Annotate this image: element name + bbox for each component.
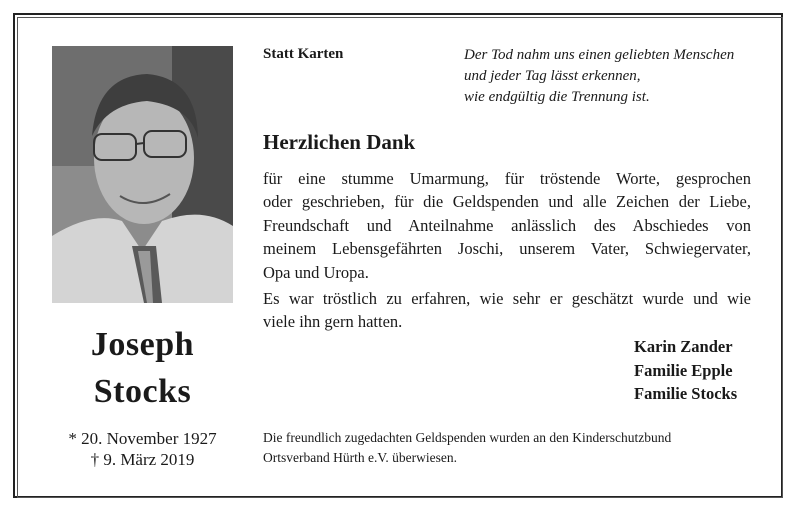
birth-date: * 20. November 1927 (68, 429, 217, 448)
note-line: Die freundlich zugedachten Geldspenden wurden an den Kinderschutzbund (263, 430, 672, 445)
quote-line: wie endgültig die Trennung ist. (464, 89, 650, 105)
thanks-paragraph (263, 167, 751, 284)
signer: Familie Epple (634, 360, 733, 380)
signer: Karin Zander (634, 337, 733, 356)
paragraph-line: für eine stumme Umarmung, für tröstende Worte, gesprochen (263, 169, 751, 188)
death-date: † 9. März 2019 (90, 450, 195, 469)
paragraph-line: Freundschaft und Anteilnahme anlässlich des Abschiedes von (263, 215, 751, 235)
note-line: Ortsverband Hürth e.V. überwiesen. (263, 450, 457, 465)
deceased-first-name: Joseph (90, 326, 195, 363)
signer: Familie Stocks (634, 384, 738, 403)
paragraph-line: Opa und Uropa. (263, 262, 369, 282)
deceased-last-name: Stocks (93, 373, 192, 410)
paragraph-line: Es war tröstlich zu erfahren, wie sehr er geschätzt wurde und wie (263, 289, 751, 308)
donation-note (263, 428, 763, 468)
memorial-quote (464, 45, 764, 108)
paragraph-line: meinem Lebensgefährten Joschi, unserem Vater, Schwiegervater, (263, 239, 751, 259)
paragraph-line: oder geschrieben, für die Geldspenden und alle Zeichen der Liebe, (263, 192, 751, 212)
comfort-paragraph (263, 287, 751, 334)
quote-line: und jeder Tag lässt erkennen, (464, 68, 641, 84)
portrait-photo (52, 46, 233, 303)
statt-karten-label: Statt Karten (263, 46, 344, 62)
paragraph-line: viele ihn gern hatten. (263, 312, 403, 332)
thanks-heading: Herzlichen Dank (263, 130, 416, 154)
signers-block (634, 335, 737, 406)
quote-line: Der Tod nahm uns einen geliebten Menschen (464, 47, 735, 63)
